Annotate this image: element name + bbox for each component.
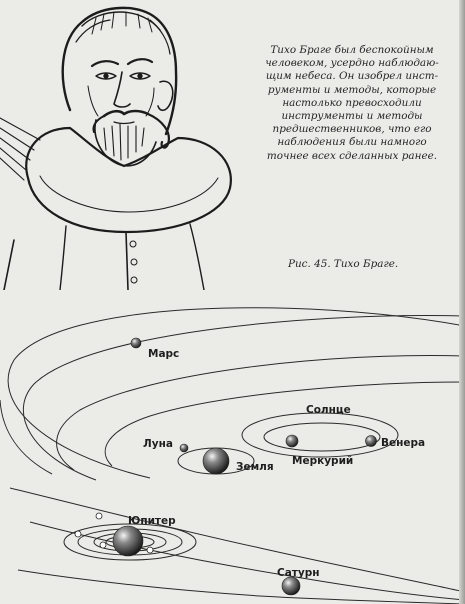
jupiter-label: Юпитер (128, 515, 176, 527)
text-line: рументы и методы, которые (267, 83, 437, 96)
venus-label: Венера (381, 437, 426, 449)
mars-planet (131, 338, 141, 348)
sun-label: Солнце (306, 404, 351, 416)
outer-orbit-4 (105, 382, 465, 466)
text-line: человеком, усердно наблюдаю- (265, 57, 439, 70)
jupiter-moon (75, 531, 81, 537)
venus-planet (366, 436, 377, 447)
jupiter-planet (113, 526, 143, 556)
moon-label: Луна (143, 438, 173, 450)
jupiter-moon (147, 547, 153, 553)
outer-orbit-3 (57, 355, 465, 470)
text-line: Тихо Браге был беспокойным (270, 44, 434, 56)
text-line: щим небеса. Он изобрел инст- (265, 70, 439, 83)
venus-orbit (242, 413, 398, 457)
saturn-planet (282, 577, 300, 595)
saturn-label: Сатурн (277, 567, 320, 579)
earth-label: Земля (236, 461, 274, 473)
page-edge-shadow (459, 0, 465, 604)
mercury-label: Меркурий (292, 455, 354, 467)
text-line: настолько превосходили (282, 96, 422, 109)
figure-caption: Рис. 45. Тихо Браге. (288, 258, 399, 270)
text-line: предшественников, что его (272, 123, 432, 136)
text-line: точнее всех сделанных ранее. (266, 149, 438, 162)
mercury-orbit (264, 423, 380, 451)
jupiter-moon (96, 513, 102, 519)
mars-label: Марс (148, 348, 180, 360)
sun (286, 435, 298, 447)
lower-orbit-3 (18, 570, 465, 604)
jupiter-moon (100, 542, 106, 548)
earth-planet (203, 448, 229, 474)
text-line: наблюдения были намного (277, 136, 427, 149)
saturn-orbit (8, 308, 465, 478)
moon (180, 444, 188, 452)
left-orbit (0, 400, 52, 474)
mars-orbit (23, 315, 465, 480)
text-line: инструменты и методы (281, 110, 423, 123)
lower-orbit-2 (30, 522, 465, 600)
